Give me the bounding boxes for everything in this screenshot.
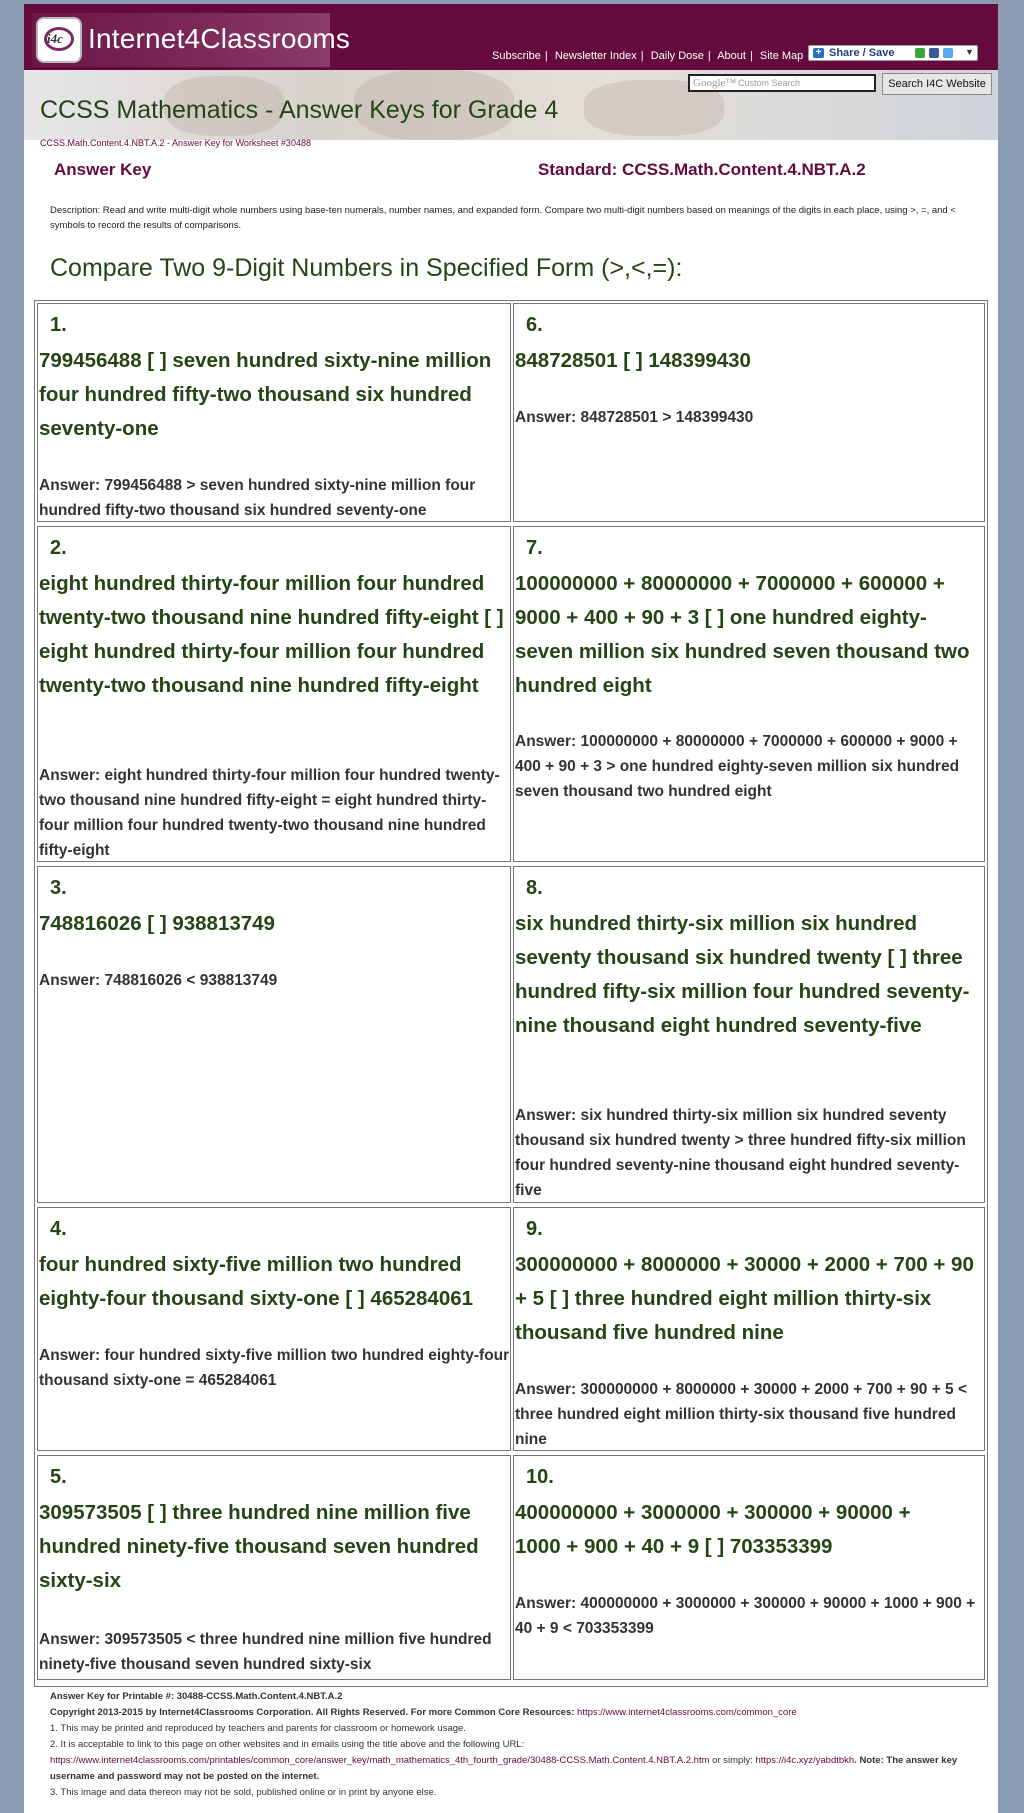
footer-note-1: 1. This may be printed and reproduced by teachers and parents for classroom or homework usage. (50, 1723, 466, 1734)
share-save-button[interactable] (808, 45, 978, 61)
answer-text: Answer: six hundred thirty-six million six hundred seventy thousand six hundred twenty > three hundred fifty-six million four hundred seventy-nine thousand eight hundred seventy-five (515, 1107, 966, 1199)
nav-newsletter-index[interactable]: Newsletter Index (554, 50, 637, 62)
question-number: 5. (50, 1466, 67, 1488)
question-cell-10 (513, 1455, 985, 1680)
nav-subscribe[interactable]: Subscribe (492, 50, 541, 62)
question-number: 3. (50, 877, 67, 899)
footer (50, 1689, 1000, 1801)
short-url-link[interactable]: https://i4c.xyz/yabdtbkh (755, 1755, 855, 1766)
question-cell-9 (513, 1207, 985, 1451)
breadcrumb[interactable]: CCSS.Math.Content.4.NBT.A.2 - Answer Key for Worksheet #30488 (40, 138, 311, 148)
question-number: 2. (50, 537, 67, 559)
standard-label: Standard: CCSS.Math.Content.4.NBT.A.2 (538, 160, 866, 179)
footer-printable: Answer Key for Printable #: 30488-CCSS.Math.Content.4.NBT.A.2 (50, 1691, 343, 1702)
question-text: 309573505 [ ] three hundred nine million five hundred ninety-five thousand seven hundred sixty-six (39, 1501, 479, 1592)
question-number: 6. (526, 314, 543, 336)
search-input[interactable] (688, 74, 876, 92)
question-text: 300000000 + 8000000 + 30000 + 2000 + 700 + 90 + 5 [ ] three hundred eight million thirty-six thousand five hundred nine (515, 1253, 974, 1344)
question-text: 799456488 [ ] seven hundred sixty-nine million four hundred fifty-two thousand six hundred seventy-one (39, 349, 492, 440)
question-text: 100000000 + 80000000 + 7000000 + 600000 + 9000 + 400 + 90 + 3 [ ] one hundred eighty-seven million six hundred seven thousand two hundred eight (515, 572, 970, 697)
question-cell-4 (37, 1207, 511, 1451)
question-number: 10. (526, 1466, 554, 1488)
twitter-icon[interactable] (943, 48, 953, 58)
answer-text: Answer: 400000000 + 3000000 + 300000 + 90000 + 1000 + 900 + 40 + 9 < 703353399 (515, 1595, 976, 1637)
footer-note-3: 3. This image and data thereon may not be sold, published online or in print by anyone else. (50, 1787, 437, 1798)
question-cell-8 (513, 866, 985, 1203)
answer-text: Answer: 748816026 < 938813749 (39, 972, 278, 989)
question-text: 748816026 [ ] 938813749 (39, 912, 275, 935)
printable-url-link[interactable]: https://www.internet4classrooms.com/printables/common_core/answer_key/math_mathematics_4th_fourth_grade/30488-CCSS.Math.Content.4.NBT.A.2.htm (50, 1755, 710, 1766)
chevron-down-icon[interactable]: ▼ (965, 47, 974, 57)
answer-text: Answer: 309573505 < three hundred nine million five hundred ninety-five thousand seven hundred sixty-six (39, 1631, 492, 1673)
question-text: eight hundred thirty-four million four hundred twenty-two thousand nine hundred fifty-eight [ ] eight hundred thirty-four million four hundred twenty-two thousand nine hundred fifty-eight (39, 572, 504, 697)
question-cell-5 (37, 1455, 511, 1680)
question-cell-7 (513, 526, 985, 862)
common-core-link[interactable]: https://www.internet4classrooms.com/common_core (577, 1707, 797, 1718)
logo-text: Internet4Classrooms (88, 23, 351, 54)
top-nav: Subscribe | Newsletter Index | Daily Dose | About | Site Map (492, 50, 804, 62)
questions-grid (34, 300, 988, 1687)
search-placeholder: Custom Search (738, 78, 801, 88)
question-cell-6 (513, 303, 985, 522)
plus-icon: + (813, 48, 824, 58)
google-brand: Google™ (693, 77, 737, 89)
question-number: 7. (526, 537, 543, 559)
answer-text: Answer: 300000000 + 8000000 + 30000 + 2000 + 700 + 90 + 5 < three hundred eight million thirty-six thousand five hundred nine (515, 1381, 968, 1448)
question-text: 400000000 + 3000000 + 300000 + 90000 + 1000 + 900 + 40 + 9 [ ] 703353399 (515, 1501, 911, 1558)
question-cell-1 (37, 303, 511, 522)
question-text: four hundred sixty-five million two hundred eighty-four thousand sixty-one [ ] 465284061 (39, 1253, 474, 1310)
nav-daily-dose[interactable]: Daily Dose (650, 50, 704, 62)
nav-about[interactable]: About (717, 50, 746, 62)
share-label: Share / Save (829, 47, 895, 59)
site-logo[interactable] (32, 13, 351, 67)
question-cell-2 (37, 526, 511, 862)
description: Description: Read and write multi-digit whole numbers using base-ten numerals, number names, and expanded form. Compare two multi-digit numbers based on meanings of the digits in each place, using >, =, and < symbols to record the results of comparisons. (50, 205, 956, 231)
nav-site-map[interactable]: Site Map (759, 50, 804, 62)
question-text: six hundred thirty-six million six hundred seventy thousand six hundred twenty [ ] three hundred fifty-six million four hundred seventy-nine thousand eight hundred seventy-five (515, 912, 970, 1037)
answer-text: Answer: four hundred sixty-five million two hundred eighty-four thousand sixty-one = 465284061 (39, 1347, 510, 1389)
search-button[interactable]: Search I4C Website (882, 73, 992, 95)
share-icon[interactable] (915, 48, 925, 58)
question-number: 8. (526, 877, 543, 899)
page-title: CCSS Mathematics - Answer Keys for Grade 4 (40, 96, 559, 124)
footer-note-2: 2. It is acceptable to link to this page on other websites and in emails using the title above and the following URL: (50, 1739, 525, 1750)
question-number: 9. (526, 1218, 543, 1240)
footer-copyright: Copyright 2013-2015 by Internet4Classrooms Corporation. All Rights Reserved. For more Common Core Resources: https://www.internet4classrooms.com/common_core (50, 1707, 797, 1718)
answer-key-label: Answer Key (54, 160, 152, 179)
site-header (24, 4, 998, 70)
section-title: Compare Two 9-Digit Numbers in Specified Form (>,<,=): (50, 254, 683, 282)
page (24, 4, 998, 1813)
question-number: 4. (50, 1218, 67, 1240)
answer-text: Answer: eight hundred thirty-four million four hundred twenty-two thousand nine hundred fifty-eight = eight hundred thirty-four million four hundred twenty-two thousand nine hundred fifty-eight (39, 767, 500, 859)
answer-text: Answer: 799456488 > seven hundred sixty-nine million four hundred fifty-two thousand six hundred seventy-one (39, 477, 476, 519)
question-number: 1. (50, 314, 67, 336)
answer-text: Answer: 848728501 > 148399430 (515, 409, 754, 426)
question-cell-3 (37, 866, 511, 1203)
answer-text: Answer: 100000000 + 80000000 + 7000000 + 600000 + 9000 + 400 + 90 + 3 > one hundred eighty-seven million six hundred seven thousand two hundred eight (515, 733, 960, 800)
facebook-icon[interactable] (929, 48, 939, 58)
question-text: 848728501 [ ] 148399430 (515, 349, 751, 372)
footer-note-2-urls: https://www.internet4classrooms.com/printables/common_core/answer_key/math_mathematics_4th_fourth_grade/30488-CCSS.Math.Content.4.NBT.A.2.htm or simply: https://i4c.xyz/yabdtbkh. Note: The answer key username and password may not be posted on the internet. (50, 1755, 958, 1782)
logo-badge-icon: i4c (36, 17, 82, 63)
